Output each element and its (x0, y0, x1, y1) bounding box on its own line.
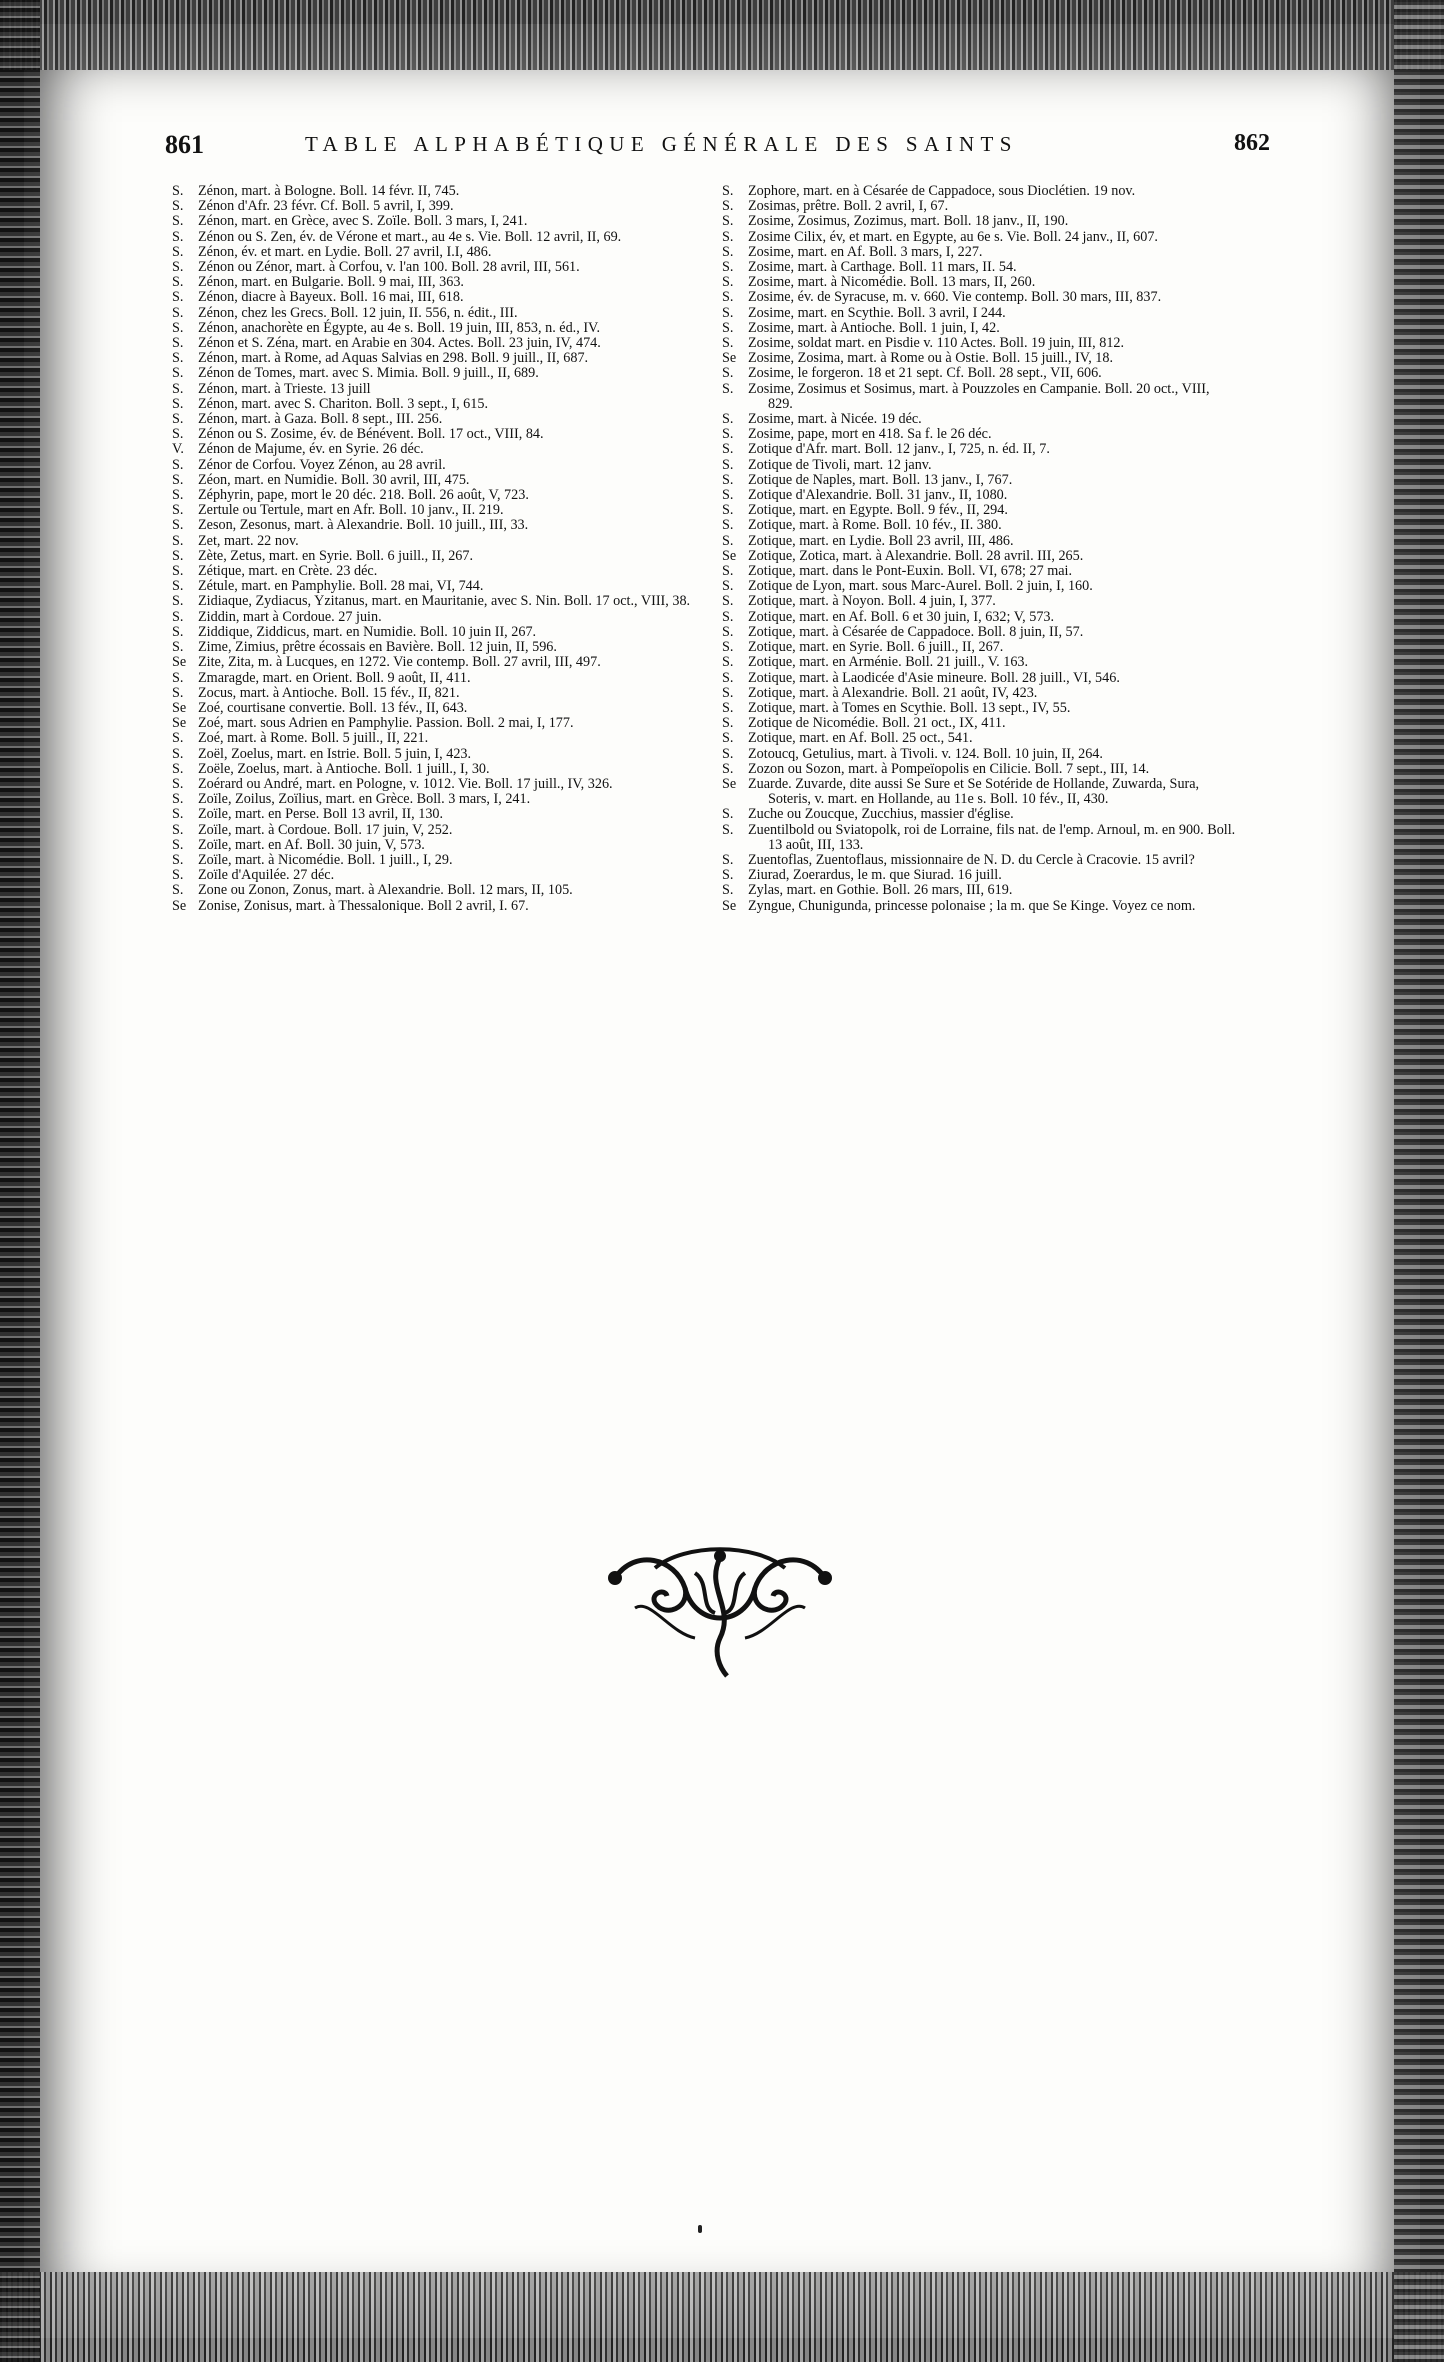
entry-text: Zotique, mart. à Laodicée d'Asie mineure. Boll. 28 juill., VI, 546. (748, 669, 1120, 686)
index-entry (172, 184, 692, 199)
index-entry (172, 336, 692, 351)
entry-text: Zidiaque, Zydiacus, Yzitanus, mart. en Mauritanie, avec S. Nin. Boll. 17 oct., VIII, 38. (198, 593, 691, 610)
entry-abbreviation: S. (722, 183, 734, 199)
entry-text: Zotique de Tivoli, mart. 12 janv. (748, 456, 932, 473)
entry-abbreviation: S. (172, 745, 184, 762)
index-entry (722, 199, 1237, 214)
entry-abbreviation: S. (172, 851, 184, 868)
entry-text: Zoïle d'Aquilée. 27 déc. (198, 867, 335, 884)
entry-text: Zosime, év. de Syracuse, m. v. 660. Vie contemp. Boll. 30 mars, III, 837. (748, 289, 1162, 306)
index-entry (172, 397, 692, 412)
entry-text: Zétule, mart. en Pamphylie. Boll. 28 mai, VI, 744. (198, 578, 484, 595)
entry-abbreviation: S. (722, 730, 734, 747)
entry-abbreviation: S. (172, 730, 184, 747)
entry-text: Zuche ou Zoucque, Zucchius, massier d'église. (748, 806, 1014, 823)
entry-abbreviation: S. (722, 882, 734, 899)
entry-text: Zotoucq, Getulius, mart. à Tivoli. v. 124. Boll. 10 juin, II, 264. (748, 745, 1103, 762)
entry-abbreviation: S. (172, 882, 184, 899)
index-entry (172, 625, 692, 640)
entry-text: Zet, mart. 22 nov. (198, 532, 299, 549)
entry-abbreviation: S. (172, 502, 184, 519)
entry-text: Zotique de Naples, mart. Boll. 13 janv., I, 767. (748, 471, 1013, 488)
entry-abbreviation: S. (172, 821, 184, 838)
scan-border-left (0, 0, 40, 2362)
entry-text: Zotique, mart. à Alexandrie. Boll. 21 août, IV, 423. (748, 684, 1038, 701)
entry-abbreviation: S. (722, 608, 734, 625)
index-entry (722, 610, 1237, 625)
entry-abbreviation: S. (722, 699, 734, 716)
entry-text: Zoïle, Zoilus, Zoïlius, mart. en Grèce. Boll. 3 mars, I, 241. (198, 791, 531, 808)
entry-text: Zotique de Lyon, mart. sous Marc-Aurel. Boll. 2 juin, I, 160. (748, 578, 1093, 595)
entry-text: Zmaragde, mart. en Orient. Boll. 9 août, II, 411. (198, 669, 471, 686)
entry-text: Ziurad, Zoerardus, le m. que Siurad. 16 juill. (748, 867, 1002, 884)
index-entry (722, 534, 1237, 549)
index-entry (722, 306, 1237, 321)
entry-abbreviation: S. (722, 456, 734, 473)
entry-text: Zeson, Zesonus, mart. à Alexandrie. Boll. 10 juill., III, 33. (198, 517, 529, 534)
entry-text: Zosime, mart. en Af. Boll. 3 mars, I, 227. (748, 243, 983, 260)
entry-abbreviation: S. (172, 563, 184, 580)
index-entry (722, 230, 1237, 245)
entry-text: Zénon, mart. à Trieste. 13 juill (198, 380, 371, 397)
entry-text: Zoé, mart. à Rome. Boll. 5 juill., II, 221. (198, 730, 429, 747)
index-entry (172, 260, 692, 275)
entry-text: Zoël, Zoelus, mart. en Istrie. Boll. 5 juin, I, 423. (198, 745, 472, 762)
index-entry (722, 442, 1237, 457)
entry-text: Zotique, mart. à Noyon. Boll. 4 juin, I, 377. (748, 593, 996, 610)
entry-text: Zosime, mart. à Carthage. Boll. 11 mars, II. 54. (748, 259, 1017, 276)
entry-abbreviation: S. (172, 259, 184, 276)
entry-text: Zète, Zetus, mart. en Syrie. Boll. 6 juill., II, 267. (198, 547, 474, 564)
entry-text: Zotique, mart. à Césarée de Cappadoce. Boll. 8 juin, II, 57. (748, 623, 1084, 640)
index-entry (172, 716, 692, 731)
entry-text: Zénon, mart. à Gaza. Boll. 8 sept., III. 256. (198, 411, 443, 428)
entry-abbreviation: S. (722, 243, 734, 260)
entry-abbreviation: S. (172, 411, 184, 428)
entry-text: Zoérard ou André, mart. en Pologne, v. 1012. Vie. Boll. 17 juill., IV, 326. (198, 775, 613, 792)
index-entry (172, 473, 692, 488)
entry-text: Zosime, mart. en Scythie. Boll. 3 avril, I 244. (748, 304, 1006, 321)
entry-abbreviation: S. (722, 228, 734, 245)
index-entry (722, 214, 1237, 229)
entry-abbreviation: S. (722, 654, 734, 671)
index-entry (722, 868, 1237, 883)
index-entry (172, 792, 692, 807)
index-entry (722, 321, 1237, 336)
index-entry (172, 549, 692, 564)
entry-text: Zénon d'Afr. 23 févr. Cf. Boll. 5 avril, I, 399. (198, 198, 454, 215)
entry-abbreviation: Se (172, 897, 187, 914)
index-entry (172, 731, 692, 746)
index-entry (722, 823, 1237, 853)
entry-abbreviation: S. (172, 289, 184, 306)
index-entry (722, 625, 1237, 640)
entry-text: Zuentoflas, Zuentoflaus, missionnaire de N. D. du Cercle à Cracovie. 15 avril? (748, 851, 1195, 868)
index-entry (172, 518, 692, 533)
index-entry (172, 747, 692, 762)
entry-abbreviation: S. (172, 532, 184, 549)
entry-abbreviation: S. (722, 760, 734, 777)
entry-text: Zosime, mart. à Nicomédie. Boll. 13 mars, II, 260. (748, 274, 1036, 291)
entry-text: Zuentilbold ou Sviatopolk, roi de Lorraine, fils nat. de l'emp. Arnoul, m. en 900. Boll. 13 août, III, 133. (748, 821, 1236, 853)
entry-text: Zoïle, mart. à Cordoue. Boll. 17 juin, V, 252. (198, 821, 453, 838)
entry-abbreviation: S. (722, 487, 734, 504)
index-entry (172, 245, 692, 260)
index-entry (722, 260, 1237, 275)
entry-text: Zénon, év. et mart. en Lydie. Boll. 27 avril, I.I, 486. (198, 243, 492, 260)
index-entry (172, 458, 692, 473)
entry-abbreviation: S. (722, 593, 734, 610)
entry-text: Zone ou Zonon, Zonus, mart. à Alexandrie. Boll. 12 mars, II, 105. (198, 882, 573, 899)
entry-abbreviation: S. (172, 791, 184, 808)
index-entry (722, 382, 1237, 412)
entry-abbreviation: S. (722, 745, 734, 762)
entry-abbreviation: S. (722, 578, 734, 595)
entry-abbreviation: S. (722, 426, 734, 443)
entry-abbreviation: V. (172, 441, 184, 458)
entry-abbreviation: S. (172, 198, 184, 215)
entry-text: Zosime, Zosimus, Zozimus, mart. Boll. 18 janv., II, 190. (748, 213, 1069, 230)
entry-abbreviation: S. (722, 715, 734, 732)
index-entry (722, 594, 1237, 609)
entry-abbreviation: S. (722, 441, 734, 458)
index-entry (722, 427, 1237, 442)
index-entry (172, 579, 692, 594)
entry-text: Zotique, mart. à Rome. Boll. 10 fév., II. 380. (748, 517, 1002, 534)
entry-abbreviation: S. (172, 335, 184, 352)
entry-text: Zénon, mart. en Grèce, avec S. Zoïle. Boll. 3 mars, I, 241. (198, 213, 528, 230)
index-entry (722, 701, 1237, 716)
entry-abbreviation: Se (172, 699, 187, 716)
entry-abbreviation: S. (172, 669, 184, 686)
entry-text: Zétique, mart. en Crète. 23 déc. (198, 563, 378, 580)
entry-abbreviation: S. (172, 806, 184, 823)
index-entry (172, 686, 692, 701)
entry-abbreviation: S. (722, 213, 734, 230)
entry-abbreviation: S. (722, 867, 734, 884)
entry-text: Zuarde. Zuvarde, dite aussi Se Sure et Se Sotéride de Hollande, Zuwarda, Sura, Soteris, v. mart. en Hollande, au 11e s. Boll. 10 fév., II, 430. (748, 775, 1200, 808)
entry-text: Zylas, mart. en Gothie. Boll. 26 mars, III, 619. (748, 882, 1013, 899)
entry-abbreviation: S. (172, 639, 184, 656)
entry-abbreviation: S. (722, 259, 734, 276)
index-entry (722, 290, 1237, 305)
entry-text: Zoé, mart. sous Adrien en Pamphylie. Passion. Boll. 2 mai, I, 177. (198, 715, 574, 732)
index-entry (722, 777, 1237, 807)
entry-text: Zéon, mart. en Numidie. Boll. 30 avril, III, 475. (198, 471, 470, 488)
index-entry (172, 366, 692, 381)
index-entry (722, 640, 1237, 655)
entry-text: Zophore, mart. en à Césarée de Cappadoce, sous Dioclétien. 19 nov. (748, 183, 1136, 199)
index-entry (172, 534, 692, 549)
entry-text: Zozon ou Sozon, mart. à Pompeïopolis en Cilicie. Boll. 7 sept., III, 14. (748, 760, 1150, 777)
index-entry (722, 762, 1237, 777)
entry-abbreviation: S. (172, 243, 184, 260)
entry-text: Zyngue, Chunigunda, princesse polonaise ; la m. que Se Kinge. Voyez ce nom. (748, 897, 1196, 914)
entry-text: Zotique, Zotica, mart. à Alexandrie. Boll. 28 avril. III, 265. (748, 547, 1084, 564)
index-entry (172, 899, 692, 914)
entry-text: Zime, Zimius, prêtre écossais en Bavière. Boll. 12 juin, II, 596. (198, 639, 557, 656)
entry-abbreviation: S. (172, 228, 184, 245)
entry-text: Zosime, Zosimus et Sosimus, mart. à Pouzzoles en Campanie. Boll. 20 oct., VIII, 829. (748, 380, 1210, 412)
entry-abbreviation: S. (722, 289, 734, 306)
entry-abbreviation: S. (172, 775, 184, 792)
index-entry (172, 868, 692, 883)
entry-text: Zotique, mart. dans le Pont-Euxin. Boll. VI, 678; 27 mai. (748, 563, 1073, 580)
entry-abbreviation: S. (172, 426, 184, 443)
entry-text: Zénon, anachorète en Égypte, au 4e s. Boll. 19 juin, III, 853, n. éd., IV. (198, 319, 601, 336)
entry-text: Ziddique, Ziddicus, mart. en Numidie. Boll. 10 juin II, 267. (198, 623, 537, 640)
entry-abbreviation: Se (722, 775, 737, 792)
index-entry (172, 503, 692, 518)
index-entry (722, 853, 1237, 868)
entry-abbreviation: S. (722, 304, 734, 321)
page-number-left: 861 (165, 130, 204, 159)
entry-text: Zénon, diacre à Bayeux. Boll. 16 mai, III, 618. (198, 289, 464, 306)
entry-abbreviation: Se (722, 547, 737, 564)
entry-text: Zotique d'Alexandrie. Boll. 31 janv., II, 1080. (748, 487, 1008, 504)
entry-abbreviation: S. (722, 502, 734, 519)
entry-text: Zotique de Nicomédie. Boll. 21 oct., IX, 411. (748, 715, 1006, 732)
scan-border-top (0, 0, 1444, 70)
index-entry (172, 427, 692, 442)
entry-text: Zoé, courtisane convertie. Boll. 13 fév., II, 643. (198, 699, 468, 716)
index-entry (172, 594, 692, 609)
index-entry (172, 610, 692, 625)
entry-abbreviation: S. (722, 821, 734, 838)
page-title: TABLE ALPHABÉTIQUE GÉNÉRALE DES SAINTS (305, 132, 1018, 156)
entry-text: Zénon, mart. avec S. Chariton. Boll. 3 sept., I, 615. (198, 395, 489, 412)
index-entry (722, 747, 1237, 762)
entry-text: Zénon ou S. Zosime, év. de Bénévent. Boll. 17 oct., VIII, 84. (198, 426, 544, 443)
entry-text: Zotique, mart. à Tomes en Scythie. Boll. 13 sept., IV, 55. (748, 699, 1071, 716)
index-entry (722, 351, 1237, 366)
entry-text: Zotique, mart. en Syrie. Boll. 6 juill., II, 267. (748, 639, 1004, 656)
index-entry (722, 579, 1237, 594)
index-entry (722, 366, 1237, 381)
entry-text: Zertule ou Tertule, mart en Afr. Boll. 10 janv., II. 219. (198, 502, 504, 519)
entry-abbreviation: S. (172, 578, 184, 595)
entry-abbreviation: Se (722, 350, 737, 367)
entry-text: Zotique, mart. en Af. Boll. 25 oct., 541. (748, 730, 973, 747)
index-entry (722, 655, 1237, 670)
left-column (172, 184, 692, 914)
entry-abbreviation: S. (172, 456, 184, 473)
index-entry (722, 731, 1237, 746)
entry-abbreviation: S. (722, 639, 734, 656)
entry-abbreviation: Se (722, 897, 737, 914)
index-entry (722, 336, 1237, 351)
entry-abbreviation: S. (172, 365, 184, 382)
entry-text: Zénon de Majume, év. en Syrie. 26 déc. (198, 441, 424, 458)
index-entry (722, 488, 1237, 503)
index-entry (722, 518, 1237, 533)
entry-abbreviation: S. (172, 684, 184, 701)
index-entry (172, 564, 692, 579)
scan-border-right (1394, 0, 1444, 2362)
index-entry (172, 290, 692, 305)
entry-abbreviation: S. (722, 669, 734, 686)
entry-text: Zosime, Zosima, mart. à Rome ou à Ostie. Boll. 15 juill., IV, 18. (748, 350, 1114, 367)
entry-text: Zénon, mart. à Rome, ad Aquas Salvias en 298. Boll. 9 juill., II, 687. (198, 350, 589, 367)
entry-text: Zosime, le forgeron. 18 et 21 sept. Cf. Boll. 28 sept., VII, 606. (748, 365, 1102, 382)
index-entry (172, 199, 692, 214)
entry-text: Zosime Cilix, év, et mart. en Egypte, au 6e s. Vie. Boll. 24 janv., II, 607. (748, 228, 1158, 245)
entry-text: Zite, Zita, m. à Lucques, en 1272. Vie contemp. Boll. 27 avril, III, 497. (198, 654, 601, 671)
entry-abbreviation: S. (172, 395, 184, 412)
entry-abbreviation: S. (172, 547, 184, 564)
index-entry (172, 382, 692, 397)
entry-abbreviation: S. (722, 806, 734, 823)
entry-text: Zénon et S. Zéna, mart. en Arabie en 304. Actes. Boll. 23 juin, IV, 474. (198, 335, 601, 352)
entry-abbreviation: S. (172, 867, 184, 884)
entry-text: Zotique, mart. en Arménie. Boll. 21 juill., V. 163. (748, 654, 1029, 671)
entry-abbreviation: S. (172, 213, 184, 230)
entry-text: Zénon, mart. à Bologne. Boll. 14 févr. II, 745. (198, 183, 460, 199)
index-entry (172, 701, 692, 716)
entry-text: Zoïle, mart. à Nicomédie. Boll. 1 juill., I, 29. (198, 851, 453, 868)
index-entry (722, 245, 1237, 260)
entry-text: Zocus, mart. à Antioche. Boll. 15 fév., II, 821. (198, 684, 460, 701)
index-entry (172, 838, 692, 853)
entry-text: Zotique d'Afr. mart. Boll. 12 janv., I, 725, n. éd. II, 7. (748, 441, 1050, 458)
entry-text: Zénon ou Zénor, mart. à Corfou, v. l'an 100. Boll. 28 avril, III, 561. (198, 259, 580, 276)
entry-abbreviation: S. (722, 319, 734, 336)
right-column (722, 184, 1237, 914)
scan-border-bottom (0, 2272, 1444, 2362)
index-entry (172, 412, 692, 427)
index-entry (722, 883, 1237, 898)
index-entry (172, 823, 692, 838)
entry-abbreviation: S. (172, 183, 184, 199)
entry-text: Zosimas, prêtre. Boll. 2 avril, I, 67. (748, 198, 949, 215)
index-entry (172, 671, 692, 686)
entry-abbreviation: S. (172, 517, 184, 534)
entry-text: Ziddin, mart à Cordoue. 27 juin. (198, 608, 382, 625)
entry-abbreviation: S. (722, 335, 734, 352)
page-header (165, 130, 1270, 170)
index-entry (722, 184, 1237, 199)
entry-text: Zosime, soldat mart. en Pisdie v. 110 Actes. Boll. 19 juin, III, 812. (748, 335, 1125, 352)
page-number-right: 862 (1234, 130, 1270, 156)
index-entry (172, 230, 692, 245)
entry-text: Zotique, mart. en Af. Boll. 6 et 30 juin, I, 632; V, 573. (748, 608, 1055, 625)
entry-text: Zoële, Zoelus, mart. à Antioche. Boll. 1 juill., I, 30. (198, 760, 490, 777)
entry-abbreviation: S. (722, 563, 734, 580)
index-entry (172, 321, 692, 336)
entry-abbreviation: S. (172, 471, 184, 488)
entry-abbreviation: S. (722, 198, 734, 215)
entry-abbreviation: S. (172, 350, 184, 367)
entry-abbreviation: S. (172, 380, 184, 397)
entry-text: Zosime, pape, mort en 418. Sa f. le 26 déc. (748, 426, 992, 443)
index-entry (722, 564, 1237, 579)
index-entry (722, 549, 1237, 564)
entry-text: Zosime, mart. à Antioche. Boll. 1 juin, I, 42. (748, 319, 1000, 336)
entry-abbreviation: S. (722, 684, 734, 701)
entry-abbreviation: S. (722, 517, 734, 534)
entry-abbreviation: S. (172, 836, 184, 853)
entry-text: Zénon ou S. Zen, év. de Vérone et mart., au 4e s. Vie. Boll. 12 avril, II, 69. (198, 228, 622, 245)
entry-abbreviation: S. (172, 487, 184, 504)
index-entry (172, 442, 692, 457)
index-entry (172, 762, 692, 777)
index-entry (172, 214, 692, 229)
entry-text: Zénon de Tomes, mart. avec S. Mimia. Boll. 9 juill., II, 689. (198, 365, 539, 382)
entry-abbreviation: S. (722, 274, 734, 291)
entry-abbreviation: S. (172, 274, 184, 291)
index-entry (722, 899, 1237, 914)
entry-abbreviation: S. (172, 608, 184, 625)
entry-abbreviation: Se (172, 715, 187, 732)
entry-text: Zonise, Zonisus, mart. à Thessalonique. Boll 2 avril, I. 67. (198, 897, 529, 914)
stray-mark (698, 2225, 702, 2233)
index-entry (172, 807, 692, 822)
entry-abbreviation: S. (172, 304, 184, 321)
entry-text: Zénon, mart. en Bulgarie. Boll. 9 mai, III, 363. (198, 274, 464, 291)
entry-abbreviation: S. (172, 319, 184, 336)
index-entry (722, 275, 1237, 290)
entry-abbreviation: S. (172, 593, 184, 610)
index-entry (172, 655, 692, 670)
index-entry (172, 883, 692, 898)
entry-abbreviation: S. (722, 411, 734, 428)
index-entry (722, 807, 1237, 822)
index-entry (722, 671, 1237, 686)
floral-ornament-icon (595, 1538, 845, 1678)
entry-abbreviation: S. (722, 532, 734, 549)
index-entry (172, 777, 692, 792)
entry-abbreviation: S. (722, 471, 734, 488)
index-entry (172, 351, 692, 366)
entry-text: Zoïle, mart. en Af. Boll. 30 juin, V, 573. (198, 836, 425, 853)
index-entry (722, 503, 1237, 518)
entry-abbreviation: S. (722, 623, 734, 640)
entry-text: Zoïle, mart. en Perse. Boll 13 avril, II, 130. (198, 806, 444, 823)
index-entry (172, 488, 692, 503)
index-entry (172, 306, 692, 321)
index-entry (722, 412, 1237, 427)
index-entry (172, 275, 692, 290)
entry-abbreviation: Se (172, 654, 187, 671)
entry-abbreviation: S. (172, 760, 184, 777)
entry-text: Zéphyrin, pape, mort le 20 déc. 218. Boll. 26 août, V, 723. (198, 487, 529, 504)
index-entry (172, 640, 692, 655)
index-entry (722, 686, 1237, 701)
entry-text: Zotique, mart. en Lydie. Boll 23 avril, III, 486. (748, 532, 1014, 549)
index-entry (722, 473, 1237, 488)
index-entry (722, 716, 1237, 731)
index-entry (172, 853, 692, 868)
entry-text: Zénon, chez les Grecs. Boll. 12 juin, II. 556, n. édit., III. (198, 304, 518, 321)
entry-text: Zénor de Corfou. Voyez Zénon, au 28 avril. (198, 456, 446, 473)
entry-abbreviation: S. (172, 623, 184, 640)
index-entry (722, 458, 1237, 473)
entry-text: Zotique, mart. en Egypte. Boll. 9 fév., II, 294. (748, 502, 1008, 519)
entry-abbreviation: S. (722, 851, 734, 868)
entry-abbreviation: S. (722, 365, 734, 382)
entry-text: Zosime, mart. à Nicée. 19 déc. (748, 411, 922, 428)
entry-abbreviation: S. (722, 380, 734, 397)
